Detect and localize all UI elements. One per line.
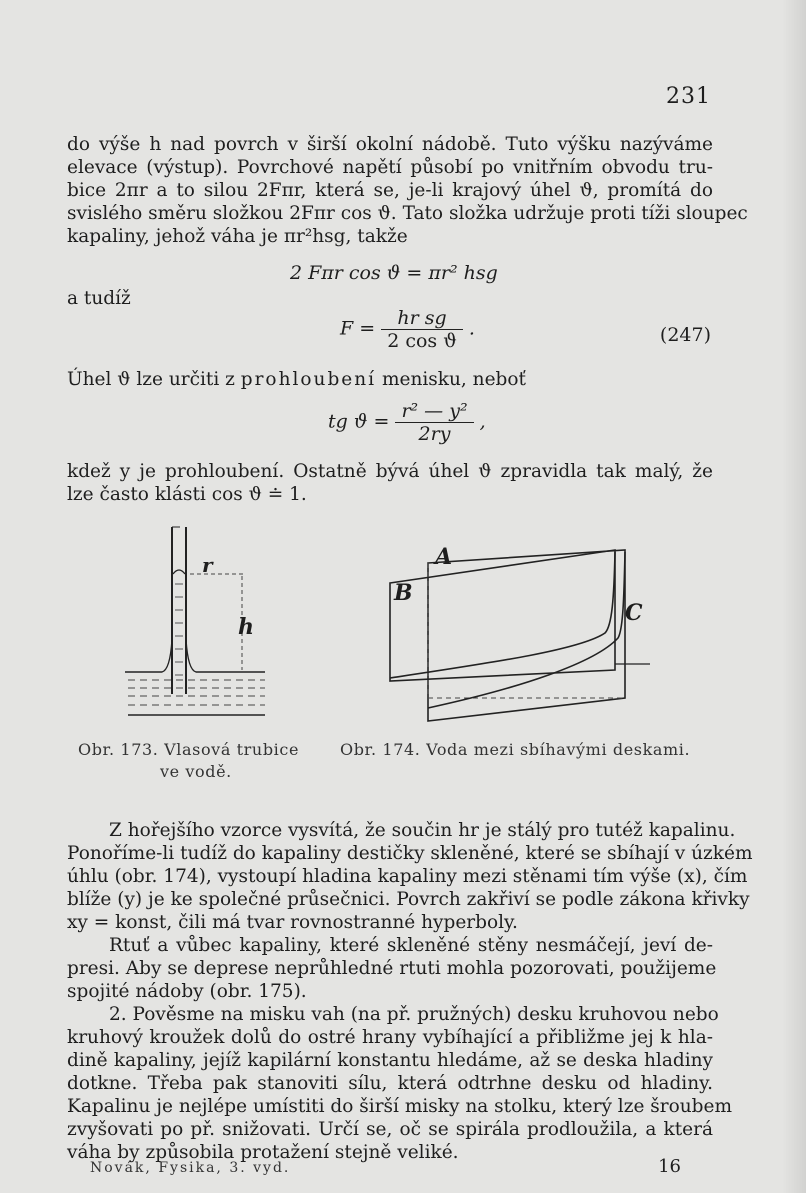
- text-uhel: [67, 368, 713, 391]
- plate-a: [428, 550, 625, 721]
- denominator: 2 cos ϑ: [381, 329, 463, 352]
- text-line: úhlu (obr. 174), vystoupí hladina kapaliny mezi stěnami tím výše (x), čím: [67, 866, 748, 887]
- equation-1: 2 Fπr cos ϑ = πr² hsg: [290, 262, 498, 284]
- caption-173-cont: ve vodě.: [160, 762, 232, 781]
- text-line: dině kapaliny, jejíž kapilární konstantu hledáme, až se deska hladiny: [67, 1050, 713, 1071]
- figure-174-converging-plates: [380, 538, 655, 738]
- text-fragment: Úhel ϑ lze určiti z: [67, 369, 241, 390]
- text-line: presi. Aby se deprese neprůhledné rtuti mohla pozorovati, použijeme: [67, 958, 717, 979]
- equation-tail: .: [468, 317, 475, 340]
- text-line: 2. Pověsme na misku vah (na př. pružných) desku kruhovou nebo: [109, 1004, 719, 1025]
- label-c: C: [625, 600, 643, 626]
- footer-signature-number: 16: [658, 1156, 681, 1177]
- equation-lhs: F =: [340, 317, 376, 340]
- meniscus-curve-back: [428, 552, 625, 708]
- text-line: kdež y je prohloubení. Ostatně bývá úhel ϑ zpravidla tak malý, že: [67, 461, 713, 482]
- text-line: dotkne. Třeba pak stanoviti sílu, která odtrhne desku od hladiny.: [67, 1073, 713, 1094]
- text-line: blíže (y) je ke společné průsečnici. Povrch zakřiví se podle zákona křivky: [67, 889, 750, 910]
- numerator: hr sg: [397, 307, 447, 329]
- text-line: [67, 368, 713, 391]
- text-line: zvyšovati po př. snižovati. Určí se, oč se spirála prodloužila, a která: [67, 1119, 713, 1140]
- text-line: váha by způsobila protažení stejně veliké.: [67, 1142, 459, 1163]
- text-line: lze často klásti cos ϑ ≐ 1.: [67, 484, 307, 505]
- text-line: Ponoříme-li tudíž do kapaliny destičky skleněné, které se sbíhají v úzkém: [67, 843, 753, 864]
- text-line: spojité nádoby (obr. 175).: [67, 981, 307, 1002]
- equation-tail: ,: [479, 410, 486, 433]
- figure-173-capillary-tube: [120, 522, 280, 722]
- text-line: xy = konst, čili má tvar rovnostranné hyperboly.: [67, 912, 518, 933]
- text-line: Kapalinu je nejlépe umístiti do širší misky na stolku, který lze šroubem: [67, 1096, 732, 1117]
- equation-2: [340, 307, 475, 352]
- text-fragment: menisku, neboť: [376, 369, 526, 390]
- meniscus-curve-front: [390, 552, 615, 678]
- paragraph-2: [67, 460, 713, 506]
- text-line: do výše h nad povrch v širší okolní nádobě. Tuto výšku nazýváme: [67, 134, 713, 155]
- text-line: Rtuť a vůbec kapaliny, které skleněné stěny nesmáčejí, jeví de-: [109, 935, 713, 956]
- label-h: h: [238, 614, 254, 640]
- equation-lhs: tg ϑ =: [328, 410, 390, 433]
- equation-number: (247): [659, 324, 711, 346]
- text-line: a tudíž: [67, 288, 131, 309]
- equation-3: [328, 400, 486, 445]
- caption-173: Obr. 173. Vlasová trubice: [78, 740, 300, 759]
- label-a: A: [435, 544, 453, 570]
- caption-174: Obr. 174. Voda mezi sbíhavými deskami.: [340, 740, 691, 759]
- text-line: bice 2πr a to silou 2Fπr, která se, je-li krajový úhel ϑ, promítá do: [67, 180, 713, 201]
- fraction: [395, 400, 473, 445]
- paragraph-5: [67, 1003, 732, 1164]
- label-r: r: [202, 553, 213, 577]
- paragraph-1: [67, 133, 748, 248]
- paragraph-4: [67, 934, 717, 1003]
- text-line: Z hořejšího vzorce vysvítá, že součin hr je stálý pro tutéž kapalinu.: [109, 820, 736, 841]
- denominator: 2ry: [395, 422, 473, 445]
- paragraph-3: [67, 819, 753, 934]
- page-number: 231: [666, 84, 711, 109]
- text-line: kruhový kroužek dolů do ostré hrany vybíhající a přibližme jej k hla-: [67, 1027, 713, 1048]
- label-b: B: [394, 580, 413, 606]
- text-line: svislého směru složkou 2Fπr cos ϑ. Tato složka udržuje proti tíži sloupec: [67, 203, 748, 224]
- page-edge: [782, 0, 806, 1193]
- text-line: elevace (výstup). Povrchové napětí působí po vnitřním obvodu tru-: [67, 157, 713, 178]
- fraction: [381, 307, 463, 352]
- footer-citation: Novák, Fysika, 3. vyd.: [90, 1160, 291, 1176]
- text-line: kapaliny, jehož váha je πr²hsg, takže: [67, 226, 408, 247]
- emphasis: prohloubení: [240, 369, 377, 390]
- numerator: r² — y²: [401, 400, 468, 422]
